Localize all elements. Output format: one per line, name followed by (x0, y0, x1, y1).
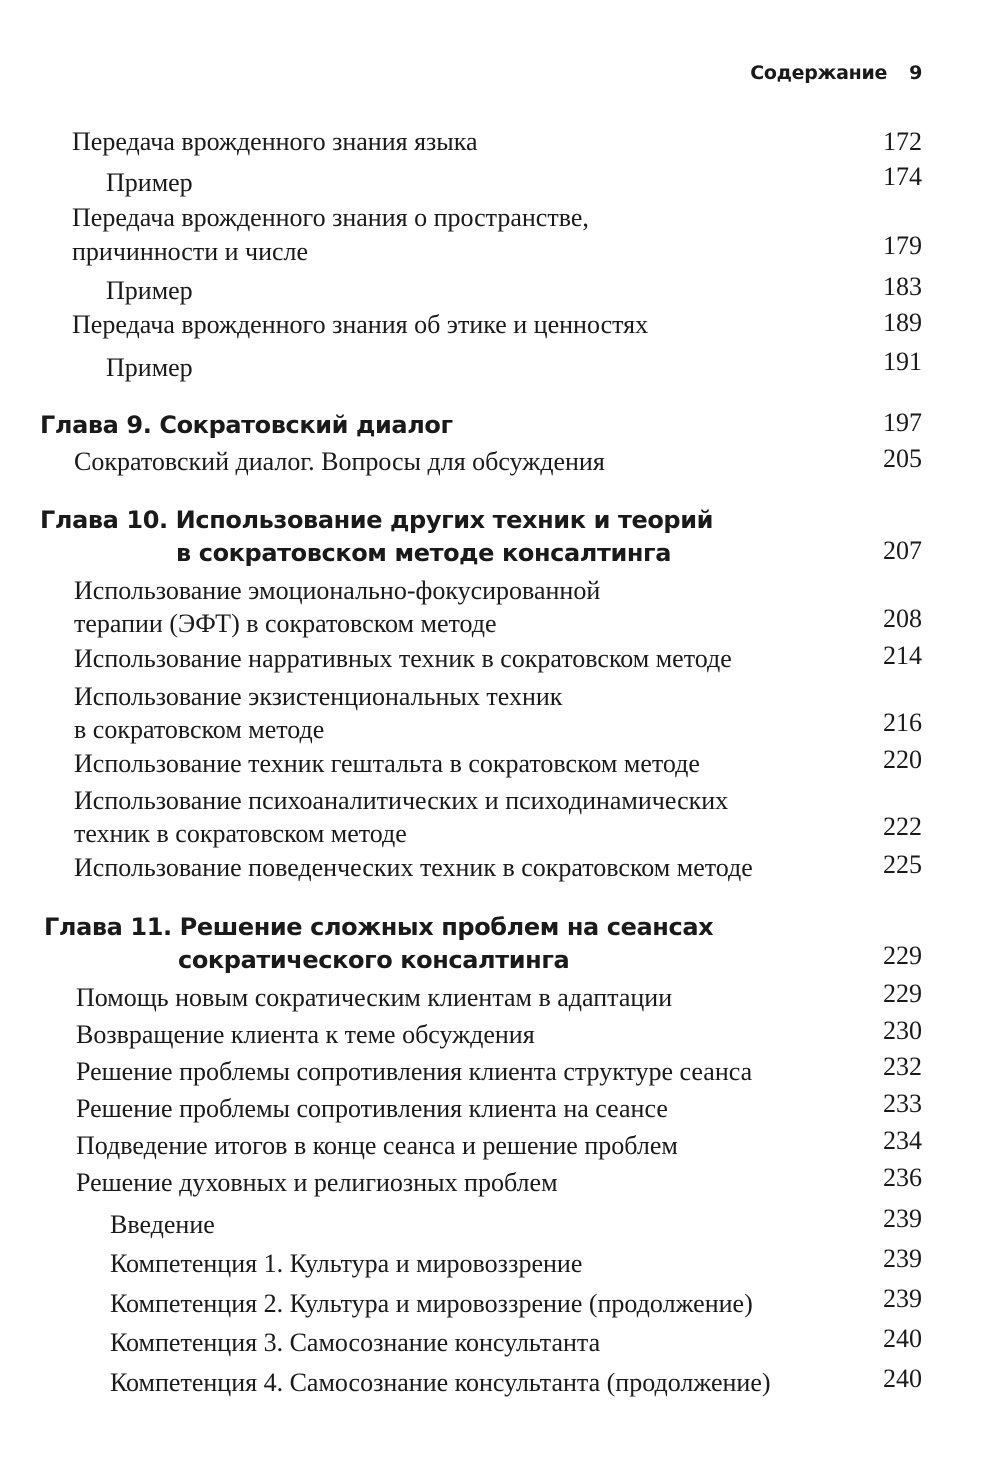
toc-entry-title-line2: техник в сократовском методе (74, 819, 407, 848)
toc-entry-title-line2: терапии (ЭФТ) в сократовском методе (74, 609, 497, 638)
toc-entry-title: Использование экзистенциональных техник (74, 682, 563, 711)
toc-entry-page: 179 (883, 231, 922, 260)
toc-entry-page: 240 (883, 1364, 922, 1393)
toc-entry-page: 222 (883, 812, 922, 841)
toc-entry-page: 216 (883, 708, 922, 737)
toc-entry-page: 208 (883, 604, 922, 633)
toc-entry-title: Использование нарративных техник в сократовском методе (74, 644, 732, 673)
toc-entry-page: 239 (883, 1244, 922, 1273)
toc-entry-page: 214 (883, 641, 922, 670)
toc-entry-title: Решение духовных и религиозных проблем (76, 1168, 558, 1197)
toc-chapter-title: Глава 10. Использование других техник и теорий (40, 506, 714, 534)
running-header (750, 62, 922, 84)
toc-entry-title-line2: причинности и числе (72, 237, 309, 266)
toc-chapter-title: Глава 9. Сократовский диалог (40, 411, 453, 439)
toc-entry-title: Решение проблемы сопротивления клиента на сеансе (76, 1094, 668, 1123)
running-header-title: Содержание (750, 62, 888, 84)
toc-chapter-title: Глава 11. Решение сложных проблем на сеансах (44, 913, 714, 941)
toc-entry-title: Компетенция 4. Самосознание консультанта (продолжение) (110, 1368, 771, 1397)
toc-entry-title: Передача врожденного знания об этике и ценностях (72, 310, 649, 339)
toc-entry-page: 172 (883, 127, 922, 156)
toc-entry-title: Решение проблемы сопротивления клиента структуре сеанса (76, 1057, 753, 1086)
toc-entry-page: 229 (883, 979, 922, 1008)
toc-entry-title: Компетенция 3. Самосознание консультанта (110, 1328, 601, 1357)
toc-chapter-page: 197 (883, 408, 922, 437)
toc-entry-title: Возвращение клиента к теме обсуждения (76, 1020, 535, 1049)
toc-entry-page: 183 (883, 272, 922, 301)
toc-entry-page: 189 (883, 308, 922, 337)
toc-entry-title: Пример (106, 168, 193, 197)
toc-entry-title: Пример (106, 353, 193, 382)
toc-entry-page: 240 (883, 1324, 922, 1353)
toc-entry-title: Использование техник гештальта в сократовском методе (74, 749, 700, 778)
toc-entry-page: 205 (883, 444, 922, 473)
toc-entry-page: 220 (883, 745, 922, 774)
toc-entry-page: 239 (883, 1204, 922, 1233)
toc-entry-title: Подведение итогов в конце сеанса и решение проблем (76, 1131, 678, 1160)
toc-entry-page: 232 (883, 1052, 922, 1081)
running-header-page-number: 9 (909, 62, 922, 84)
toc-chapter-page: 229 (883, 941, 922, 970)
toc-entry-page: 233 (883, 1089, 922, 1118)
toc-entry-page: 225 (883, 850, 922, 879)
toc-chapter-title-line2: в сократовском методе консалтинга (176, 539, 671, 567)
toc-chapter-title-line2: сократического консалтинга (178, 946, 570, 974)
toc-entry-title: Введение (110, 1210, 215, 1239)
toc-entry-page: 239 (883, 1284, 922, 1313)
toc-entry-title: Использование эмоционально-фокусированной (74, 576, 601, 605)
toc-entry-page: 191 (883, 347, 922, 376)
toc-entry-page: 234 (883, 1126, 922, 1155)
toc-entry-page: 236 (883, 1163, 922, 1192)
toc-entry-title-line2: в сократовском методе (74, 715, 325, 744)
toc-entry-title: Помощь новым сократическим клиентам в адаптации (76, 983, 673, 1012)
toc-entry-title: Использование психоаналитических и психодинамических (74, 786, 729, 815)
toc-entry-title: Передача врожденного знания языка (72, 127, 478, 156)
toc-chapter-page: 207 (883, 536, 922, 565)
toc-entry-page: 230 (883, 1016, 922, 1045)
toc-entry-title: Передача врожденного знания о пространстве, (72, 203, 589, 232)
toc-entry-title: Компетенция 1. Культура и мировоззрение (110, 1249, 583, 1278)
toc-entry-page: 174 (883, 162, 922, 191)
toc-entry-title: Пример (106, 276, 193, 305)
toc-entry-title: Компетенция 2. Культура и мировоззрение (продолжение) (110, 1289, 753, 1318)
toc-entry-title: Сократовский диалог. Вопросы для обсуждения (74, 447, 605, 476)
toc-entry-title: Использование поведенческих техник в сократовском методе (74, 853, 753, 882)
